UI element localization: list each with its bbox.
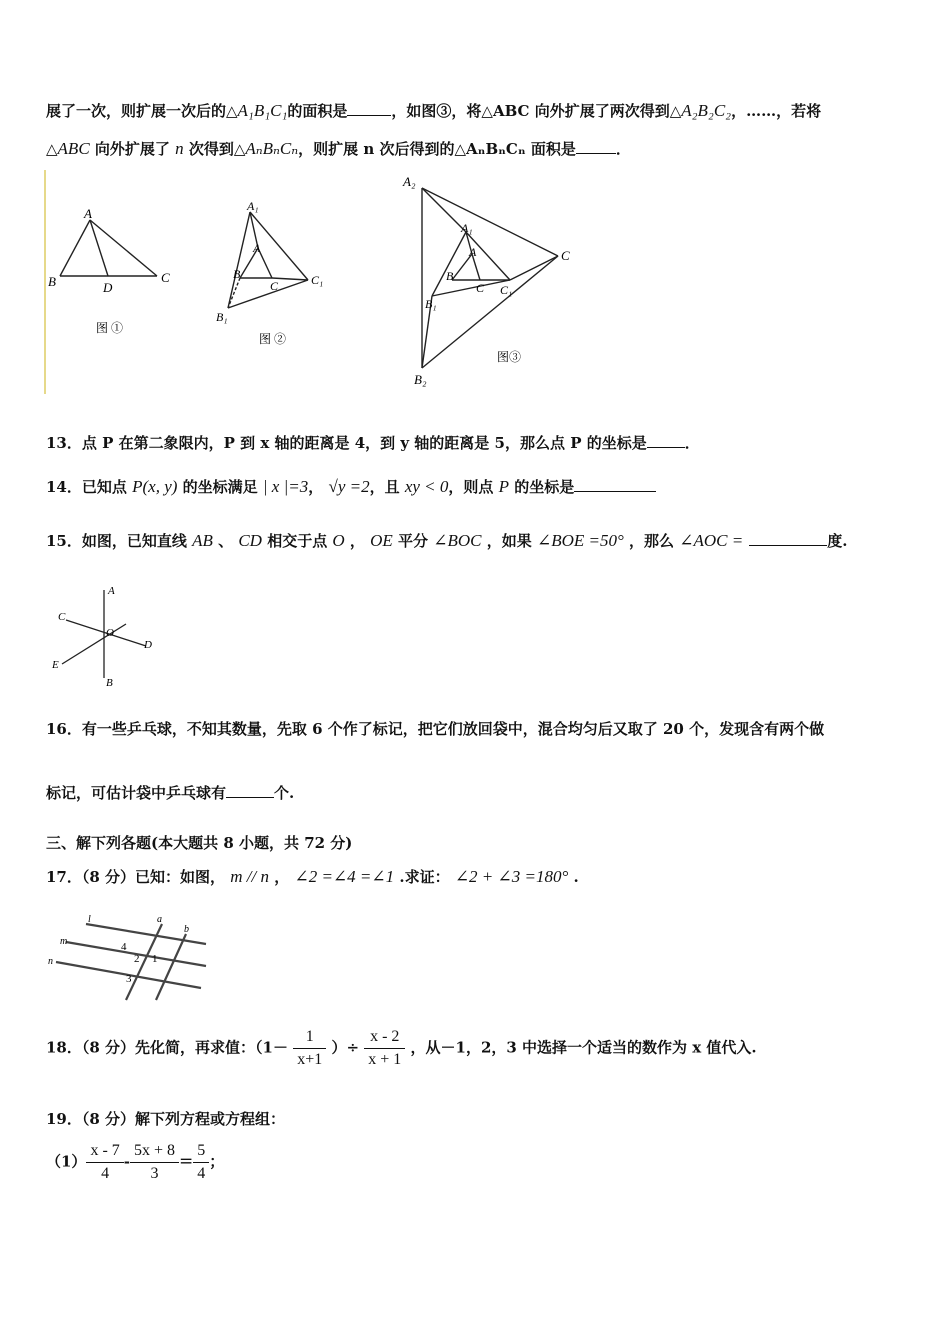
q19-fraction-1-num: x - 7 <box>86 1140 123 1163</box>
q17-text: 17．（8 分）已知：如图， <box>46 868 231 886</box>
q14-sqrt-y: √y =2 <box>328 477 370 496</box>
q19-minus: - <box>123 1152 130 1171</box>
q14-text: 14．已知点 <box>46 478 133 496</box>
figure-2 <box>228 212 308 308</box>
question-14 <box>46 476 656 497</box>
fig1-label-b: B <box>48 274 56 289</box>
q12-triangle-anbncn: AₙBₙCₙ <box>245 139 299 158</box>
question-15 <box>46 530 847 551</box>
q15-boe: ∠BOE =50° <box>536 531 624 550</box>
q17-angle-4: 4 <box>121 941 127 953</box>
q13-text: ． <box>684 434 700 452</box>
q17-m-parallel-n: m // n <box>230 867 269 886</box>
q14-text: 的坐标是 <box>509 478 575 496</box>
answer-blank[interactable] <box>749 531 827 546</box>
answer-blank[interactable] <box>226 783 274 798</box>
fig2-label-c: C <box>270 279 279 293</box>
question-17 <box>46 866 579 887</box>
q19-fraction-1 <box>86 1140 123 1185</box>
q15-text: 度. <box>827 532 848 550</box>
q14-text: ， <box>308 478 329 496</box>
q15-text: ，那么 <box>623 532 680 550</box>
q18-fraction-1-den: x+1 <box>297 1051 323 1068</box>
q14-text: ，且 <box>369 478 405 496</box>
q16-text: 16．有一些乒乓球，不知其数量，先取 6 个作了标记，把它们放回袋中，混合均匀后又取了 20 个，发现含有两个做 <box>46 720 825 738</box>
q17-label-b: b <box>184 924 189 935</box>
q15-figure <box>46 584 176 690</box>
q15-label-d: D <box>144 639 152 651</box>
q12-line-1 <box>46 100 821 121</box>
q18-fraction-2 <box>364 1026 405 1071</box>
fig1-label-a: A <box>84 206 92 221</box>
fig2-caption: 图 ② <box>259 332 287 346</box>
fig3-label-a2: A₂ <box>403 174 416 189</box>
q12-text: △ <box>46 140 58 158</box>
q17-label-l: l <box>88 914 91 925</box>
q12-text: ，……，若将 <box>731 102 822 120</box>
q18-text: 18．（8 分）先化简，再求值：（1－ <box>46 1038 294 1057</box>
q15-text: 15．如图，已知直线 <box>46 532 193 550</box>
q15-text: 、 <box>212 532 239 550</box>
q14-text: ，则点 <box>448 478 499 496</box>
figure-3 <box>422 188 558 368</box>
q14-text: 的坐标满足 <box>177 478 263 496</box>
q17-angle-3: 3 <box>126 973 132 985</box>
answer-blank[interactable] <box>347 101 391 116</box>
q12-triangle-a2b2c2: A₂B₂C₂ <box>681 101 732 120</box>
q17-text: .求证： <box>394 868 455 886</box>
q17-text: . <box>568 868 579 886</box>
q17-label-a: a <box>157 914 162 925</box>
question-16-line-2 <box>46 782 294 803</box>
q19-fraction-2-den: 3 <box>150 1165 159 1182</box>
q15-label-e: E <box>52 659 59 671</box>
fig2-label-a1: A₁ <box>247 199 259 213</box>
q12-text: 次得到△ <box>183 140 246 158</box>
q15-text: ，如果 <box>481 532 537 550</box>
q19-fraction-2-num: 5x + 8 <box>130 1140 179 1163</box>
q15-label-b: B <box>106 677 113 689</box>
q12-text: 展了一次，则扩展一次后的△ <box>46 102 238 120</box>
q17-angle-2: 2 <box>134 953 140 965</box>
fig2-label-b: B <box>233 267 241 281</box>
q19-fraction-2 <box>130 1140 179 1185</box>
q15-text: 相交于点 <box>261 532 333 550</box>
question-19-part-1 <box>46 1140 224 1185</box>
answer-blank[interactable] <box>574 477 656 492</box>
q12-text: ，如图③，将△ABC 向外扩展了两次得到△ <box>391 102 682 120</box>
answer-blank[interactable] <box>576 139 616 154</box>
q14-point: P(x, y) <box>132 477 178 496</box>
fig3-label-a1: A₁ <box>461 221 473 235</box>
q18-text: ，从－1，2，3 中选择一个适当的数作为 x 值代入. <box>405 1038 757 1057</box>
q17-proof-target: ∠2 + ∠3 =180° <box>454 867 569 886</box>
q18-fraction-2-den: x + 1 <box>368 1051 402 1068</box>
fig2-label-a: A <box>253 241 261 255</box>
answer-blank[interactable] <box>647 433 685 448</box>
fig3-label-c: C <box>561 248 570 263</box>
q12-text: ，则扩展 n 次后得到的△AₙBₙCₙ 面积是 <box>298 140 576 158</box>
q19-fraction-3-num: 5 <box>193 1140 209 1163</box>
q16-text: 标记，可估计袋中乒乓球有 <box>46 784 227 802</box>
fig3-label-a: A <box>469 245 477 259</box>
q19-part-label: （1） <box>46 1152 87 1171</box>
fig2-label-c1: C₁ <box>311 273 324 287</box>
q13-text: 13．点 P 在第二象限内，P 到 x 轴的距离是 4，到 y 轴的距离是 5，那么点 P 的坐标是 <box>46 434 647 452</box>
q17-text: ， <box>269 868 295 886</box>
q17-angles: ∠2 =∠4 =∠1 <box>294 867 395 886</box>
q19-fraction-1-den: 4 <box>101 1165 110 1182</box>
q14-xy: xy < 0 <box>404 477 449 496</box>
q12-text: 向外扩展了 <box>89 140 176 158</box>
q18-fraction-2-num: x - 2 <box>364 1026 405 1049</box>
q12-triangle-a1b1c1: A₁B₁C₁ <box>237 101 288 120</box>
question-19-title <box>46 1108 285 1129</box>
q15-boc: ∠BOC <box>433 531 482 550</box>
fig1-label-d: D <box>103 280 113 295</box>
fig3-label-b: B <box>446 269 454 283</box>
q17-label-n: n <box>48 956 53 967</box>
q12-figures <box>40 168 600 398</box>
fig3-label-c1: C₁ <box>500 283 513 297</box>
question-16-line-1 <box>46 718 824 739</box>
figure-1 <box>60 220 157 276</box>
question-13 <box>46 432 700 453</box>
q12-text: ． <box>615 140 631 158</box>
q18-fraction-1-num: 1 <box>293 1026 326 1049</box>
fig1-caption: 图 ① <box>96 321 124 335</box>
fig3-label-b1: B₁ <box>425 297 437 311</box>
q15-label-o: O <box>106 627 114 639</box>
section-3-title: 三、解下列各题(本大题共 8 小题，共 72 分) <box>46 834 353 852</box>
q18-fraction-1 <box>293 1026 326 1071</box>
q15-ab: AB <box>192 531 213 550</box>
fig2-label-b1: B₁ <box>216 310 228 324</box>
q14-abs-x: | x |=3 <box>262 477 309 496</box>
q15-o: O <box>332 531 345 550</box>
q19-text: ； <box>209 1152 225 1171</box>
q19-fraction-3-den: 4 <box>197 1165 206 1182</box>
q18-text: ）÷ <box>326 1038 365 1057</box>
q15-text: ， <box>344 532 371 550</box>
q15-label-a: A <box>108 585 115 597</box>
q19-equals: = <box>179 1151 194 1172</box>
q15-cd: CD <box>238 531 262 550</box>
q17-figure <box>46 910 216 1006</box>
q12-triangle-abc: ABC <box>57 139 90 158</box>
fig3-label-b2: B₂ <box>414 372 427 387</box>
q17-angle-1: 1 <box>152 953 158 965</box>
q17-label-m: m <box>60 936 68 947</box>
question-18 <box>46 1026 757 1071</box>
q16-text: 个. <box>274 784 295 802</box>
fig3-label-small-c: C <box>476 281 485 295</box>
q15-oe: OE <box>370 531 393 550</box>
q12-text: 的面积是 <box>287 102 348 120</box>
q19-text: 19．（8 分）解下列方程或方程组： <box>46 1110 286 1128</box>
fig1-label-c: C <box>161 270 170 285</box>
q15-text: 平分 <box>392 532 434 550</box>
q14-p: P <box>498 477 510 496</box>
q12-line-2 <box>46 138 631 159</box>
q15-label-c: C <box>58 611 66 623</box>
q12-n: n <box>175 139 184 158</box>
q15-aoc: ∠AOC = <box>679 531 744 550</box>
fig3-caption: 图③ <box>497 350 522 364</box>
q19-fraction-3 <box>193 1140 209 1185</box>
